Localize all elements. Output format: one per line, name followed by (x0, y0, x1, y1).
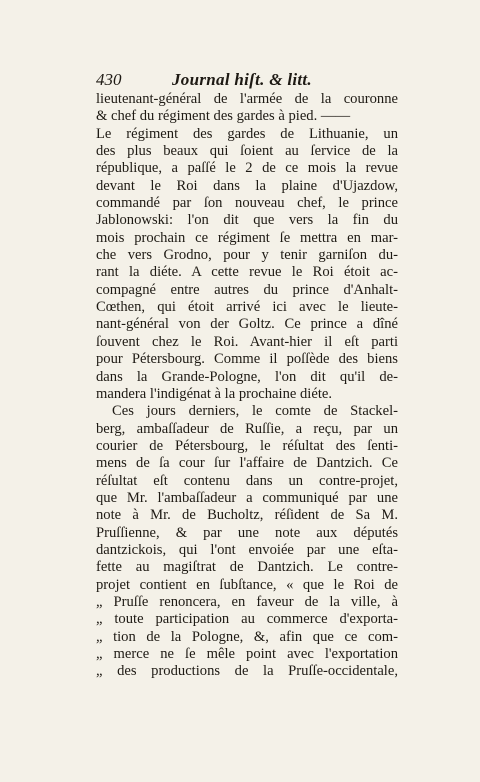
text-line: lieutenant-général de l'armée de la couronne (96, 91, 398, 107)
text-line: dans la Grande-Pologne, l'on dit qu'il de- (96, 368, 398, 385)
text-line: note à Mr. de Bucholtz, réſident de Sa M. (96, 507, 398, 524)
text-line: devant le Roi dans la plaine d'Ujazdow, (96, 177, 398, 194)
text-line: berg, ambaſſadeur de Ruſſie, a reçu, par un (96, 420, 398, 437)
text-line: Cœthen, qui étoit arrivé ici avec le lieute- (96, 299, 398, 316)
text-line: des plus beaux qui ſoient au ſervice de la (96, 143, 398, 160)
text-line: „ des productions de la Pruſſe-occidentale, (96, 663, 398, 680)
text-line: Jablonowski: l'on dit que vers la fin du (96, 212, 398, 229)
text-line: réſultat eſt contenu dans un contre-projet, (96, 472, 398, 489)
text-line: dantzickois, qui l'ont envoiée par une eſta- (96, 541, 398, 558)
text-line: Le régiment des gardes de Lithuanie, un (96, 125, 398, 142)
text-line: courier de Pétersbourg, le réſultat des ſenti- (96, 437, 398, 454)
text-line: fette au magiſtrat de Dantzich. Le contre- (96, 559, 398, 576)
running-head: Journal hiſt. & litt. (172, 70, 312, 89)
text-line: ſouvent chez le Roi. Avant-hier il eſt parti (96, 333, 398, 350)
text-line: mois prochain ce régiment ſe mettra en mar- (96, 229, 398, 246)
text-line: „ Pruſſe renoncera, en faveur de la ville, à (96, 593, 398, 610)
text-line: Pruſſienne, & par une note aux députés (96, 524, 398, 541)
text-line: mens de ſa cour ſur l'affaire de Dantzich. Ce (96, 455, 398, 472)
text-line: nant-général von der Goltz. Ce prince a dîné (96, 316, 398, 333)
page-number: 430 (96, 70, 122, 89)
text-line: pour Pétersbourg. Comme il poſſède des biens (96, 351, 398, 368)
text-line: rant la diéte. A cette revue le Roi étoit ac- (96, 264, 398, 281)
text-line: che vers Grodno, pour y tenir garniſon du- (96, 247, 398, 264)
text-line: mandera l'indigénat à la prochaine diéte. (96, 385, 333, 402)
page-header (96, 70, 396, 92)
text-line: commandé par ſon nouveau chef, le prince (96, 195, 398, 212)
text-line: „ merce ne ſe mêle point avec l'exportation (96, 646, 398, 662)
text-line: „ toute participation au commerce d'exporta- (96, 611, 398, 628)
body-text (96, 91, 398, 681)
text-line: projet contient en ſubſtance, « que le Roi de (96, 576, 398, 593)
text-line: Ces jours derniers, le comte de Stackel- (112, 403, 398, 420)
text-line: „ tion de la Pologne, &, afin que ce com- (96, 628, 398, 645)
text-line: & chef du régiment des gardes à pied. —— (96, 108, 351, 125)
text-line: que Mr. l'ambaſſadeur a communiqué par une (96, 489, 398, 506)
text-line: république, a paſſé le 2 de ce mois la revue (96, 160, 398, 177)
text-line: compagné entre autres du prince d'Anhalt- (96, 281, 398, 298)
